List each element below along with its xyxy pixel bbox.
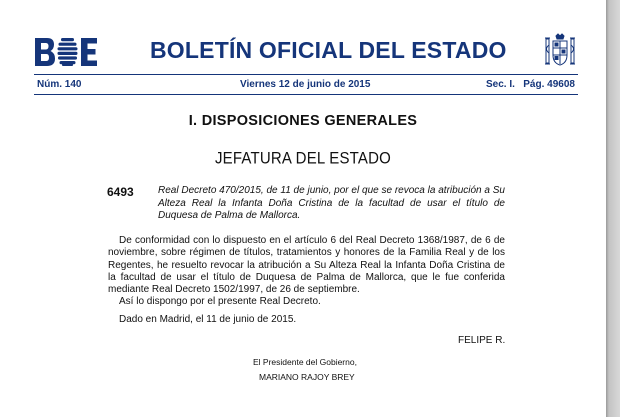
coat-of-arms-icon — [543, 33, 577, 69]
president-title: El Presidente del Gobierno, — [253, 357, 357, 367]
section-page: Sec. I. Pág. 49608 — [486, 79, 575, 90]
royal-signature: FELIPE R. — [458, 335, 506, 346]
header-top-rule — [34, 74, 578, 75]
viewer-background — [606, 0, 620, 417]
decree-summary: Real Decreto 470/2015, de 11 de junio, por el que se revoca la atribución a Su Alteza Real la Infanta Doña Cristina de la facultad de usar el título de Duquesa de Palma de Mallorca. — [158, 185, 505, 221]
boe-logo — [34, 37, 98, 67]
president-name: MARIANO RAJOY BREY — [259, 372, 355, 382]
decree-body — [108, 235, 505, 309]
header-bottom-rule — [34, 94, 578, 95]
item-number: 6493 — [107, 185, 134, 199]
issue-number: Núm. 140 — [37, 79, 82, 90]
section-heading: I. DISPOSICIONES GENERALES — [188, 113, 418, 129]
body-paragraph: De conformidad con lo dispuesto en el artículo 6 del Real Decreto 1368/1987, de 6 de noviembre, sobre régimen de títulos, tratamientos y honores de la Familia Real y de los Regentes, he resuelto revocar la atribución a Su Alteza Real la Infanta Doña Cristina de la facultad de usar el título de Duquesa de Palma de Mallorca, que le fue conferida mediante Real Decreto 1502/1997, de 26 de septiembre. — [108, 235, 505, 296]
publication-title: BOLETÍN OFICIAL DEL ESTADO — [150, 37, 507, 63]
issue-date: Viernes 12 de junio de 2015 — [240, 79, 371, 90]
organization-heading: JEFATURA DEL ESTADO — [214, 149, 392, 168]
dated-line: Dado en Madrid, el 11 de junio de 2015. — [119, 314, 297, 325]
body-paragraph: Así lo dispongo por el presente Real Decreto. — [119, 296, 321, 308]
